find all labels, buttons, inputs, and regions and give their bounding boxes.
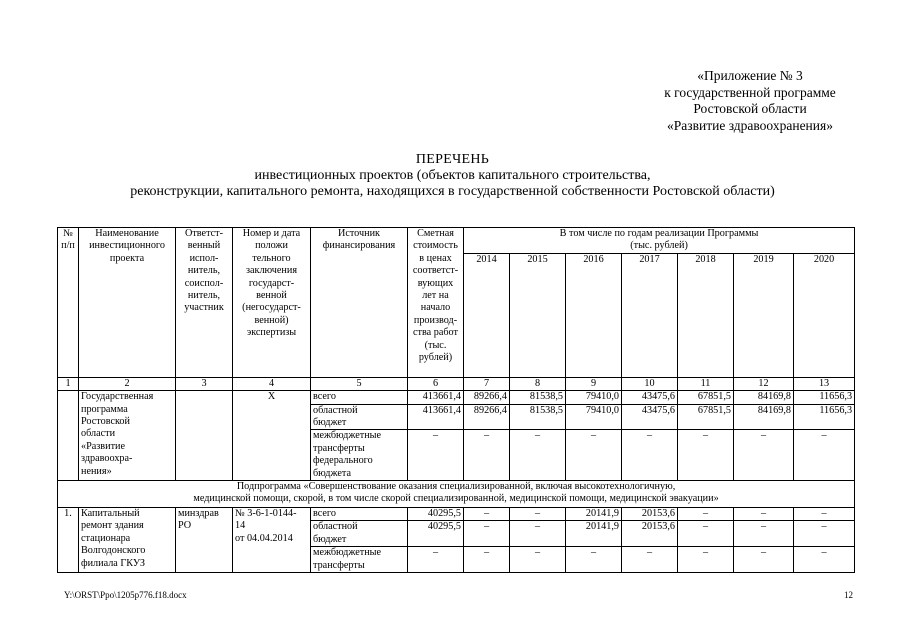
year-value: – (622, 547, 678, 573)
year-value: – (464, 547, 510, 573)
table-row (58, 391, 855, 404)
year-value: 67851,5 (678, 404, 734, 430)
year-value: – (510, 430, 566, 481)
project-name: Капитальный ремонт здания стационара Волгодонского филиала ГКУЗ (79, 508, 176, 573)
year-value: – (734, 430, 794, 481)
column-number: 8 (510, 377, 566, 390)
file-path: Y:\ORST\Ppo\1205p776.f18.docx (64, 590, 187, 600)
header-responsible: Ответст- венный испол- нитель, соиспол- нитель, участник (176, 228, 233, 378)
subprogram-row (58, 481, 855, 508)
header-year: 2014 (464, 253, 510, 377)
cost-cell: – (408, 430, 464, 481)
header-source: Источник финансирования (311, 228, 408, 378)
year-value: – (678, 547, 734, 573)
title-line: инвестиционных проектов (объектов капитального строительства, (254, 168, 651, 183)
year-value: – (510, 508, 566, 521)
year-value: 11656,3 (794, 404, 855, 430)
project-expertise: № 3-6-1-0144- 14 от 04.04.2014 (233, 508, 311, 573)
source-cell: областной бюджет (311, 404, 408, 430)
year-value: 20153,6 (622, 508, 678, 521)
year-value: – (734, 547, 794, 573)
program-num (58, 391, 79, 481)
year-value: 79410,0 (566, 404, 622, 430)
year-value: – (510, 521, 566, 547)
year-value: 81538,5 (510, 404, 566, 430)
column-number: 10 (622, 377, 678, 390)
header-years-group: В том числе по годам реализации Программы (тыс. рублей) (464, 228, 855, 254)
column-number: 2 (79, 377, 176, 390)
column-number: 7 (464, 377, 510, 390)
appendix-line: «Приложение № 3 (697, 68, 803, 83)
header-cost: Сметная стоимость в ценах соответст- вующих лет на начало производ- ства работ (тыс. рублей) (408, 228, 464, 378)
cost-cell: 413661,4 (408, 404, 464, 430)
year-value: 89266,4 (464, 404, 510, 430)
column-number: 9 (566, 377, 622, 390)
source-cell: всего (311, 391, 408, 404)
year-value: – (734, 521, 794, 547)
project-num: 1. (58, 508, 79, 573)
year-value: – (794, 521, 855, 547)
year-value: – (678, 508, 734, 521)
year-value: 43475,6 (622, 391, 678, 404)
header-year: 2016 (566, 253, 622, 377)
year-value: – (622, 430, 678, 481)
header-expertise: Номер и дата положи тельного заключения государст- венной (негосударст- венной) экспертизы (233, 228, 311, 378)
header-num: № п/п (58, 228, 79, 378)
year-value: – (510, 547, 566, 573)
year-value: 79410,0 (566, 391, 622, 404)
program-expertise: Х (233, 391, 311, 481)
year-value: 11656,3 (794, 391, 855, 404)
source-cell: межбюджетные трансферты (311, 547, 408, 573)
year-value: – (464, 508, 510, 521)
year-value: 20141,9 (566, 521, 622, 547)
column-number: 3 (176, 377, 233, 390)
column-number: 13 (794, 377, 855, 390)
header-year: 2015 (510, 253, 566, 377)
subprogram-title: Подпрограмма «Совершенствование оказания специализированной, включая высокотехнологичную, медицинской помощи, скорой, в том числе скорой специализированной, медицинской помощи, медицинской эвакуации» (58, 481, 855, 508)
header-name: Наименование инвестиционного проекта (79, 228, 176, 378)
source-cell: межбюджетные трансферты федерального бюджета (311, 430, 408, 481)
year-value: – (566, 547, 622, 573)
title-line: реконструкции, капитального ремонта, находящихся в государственной собственности Ростовской области) (130, 184, 775, 199)
column-number: 1 (58, 377, 79, 390)
year-value: 20153,6 (622, 521, 678, 547)
column-numbers-row (58, 377, 855, 390)
cost-cell: 40295,5 (408, 508, 464, 521)
year-value: 84169,8 (734, 391, 794, 404)
year-value: – (794, 430, 855, 481)
year-value: 20141,9 (566, 508, 622, 521)
appendix-line: к государственной программе (664, 84, 836, 100)
year-value: 81538,5 (510, 391, 566, 404)
header-year: 2020 (794, 253, 855, 377)
appendix-block (600, 68, 900, 134)
year-value: – (678, 521, 734, 547)
project-responsible: минздрав РО (176, 508, 233, 573)
investment-projects-table (57, 227, 855, 573)
title-heading: ПЕРЕЧЕНЬ (415, 152, 490, 167)
program-responsible (176, 391, 233, 481)
year-value: 84169,8 (734, 404, 794, 430)
year-value: – (464, 430, 510, 481)
appendix-line: «Развитие здравоохранения» (667, 117, 833, 133)
column-number: 11 (678, 377, 734, 390)
table-row (58, 508, 855, 521)
column-number: 4 (233, 377, 311, 390)
year-value: – (566, 430, 622, 481)
source-cell: областной бюджет (311, 521, 408, 547)
year-value: – (734, 508, 794, 521)
year-value: – (794, 508, 855, 521)
year-value: 67851,5 (678, 391, 734, 404)
header-year: 2019 (734, 253, 794, 377)
column-number: 5 (311, 377, 408, 390)
year-value: 43475,6 (622, 404, 678, 430)
cost-cell: 40295,5 (408, 521, 464, 547)
column-number: 12 (734, 377, 794, 390)
program-name: Государственная программа Ростовской области «Развитие здравоохра- нения» (79, 391, 176, 481)
header-year: 2017 (622, 253, 678, 377)
year-value: 89266,4 (464, 391, 510, 404)
page-number: 12 (844, 590, 853, 600)
cost-cell: 413661,4 (408, 391, 464, 404)
year-value: – (464, 521, 510, 547)
appendix-line: Ростовской области (693, 101, 807, 116)
header-year: 2018 (678, 253, 734, 377)
year-value: – (794, 547, 855, 573)
year-value: – (678, 430, 734, 481)
column-number: 6 (408, 377, 464, 390)
source-cell: всего (311, 508, 408, 521)
document-title (0, 152, 905, 200)
cost-cell: – (408, 547, 464, 573)
